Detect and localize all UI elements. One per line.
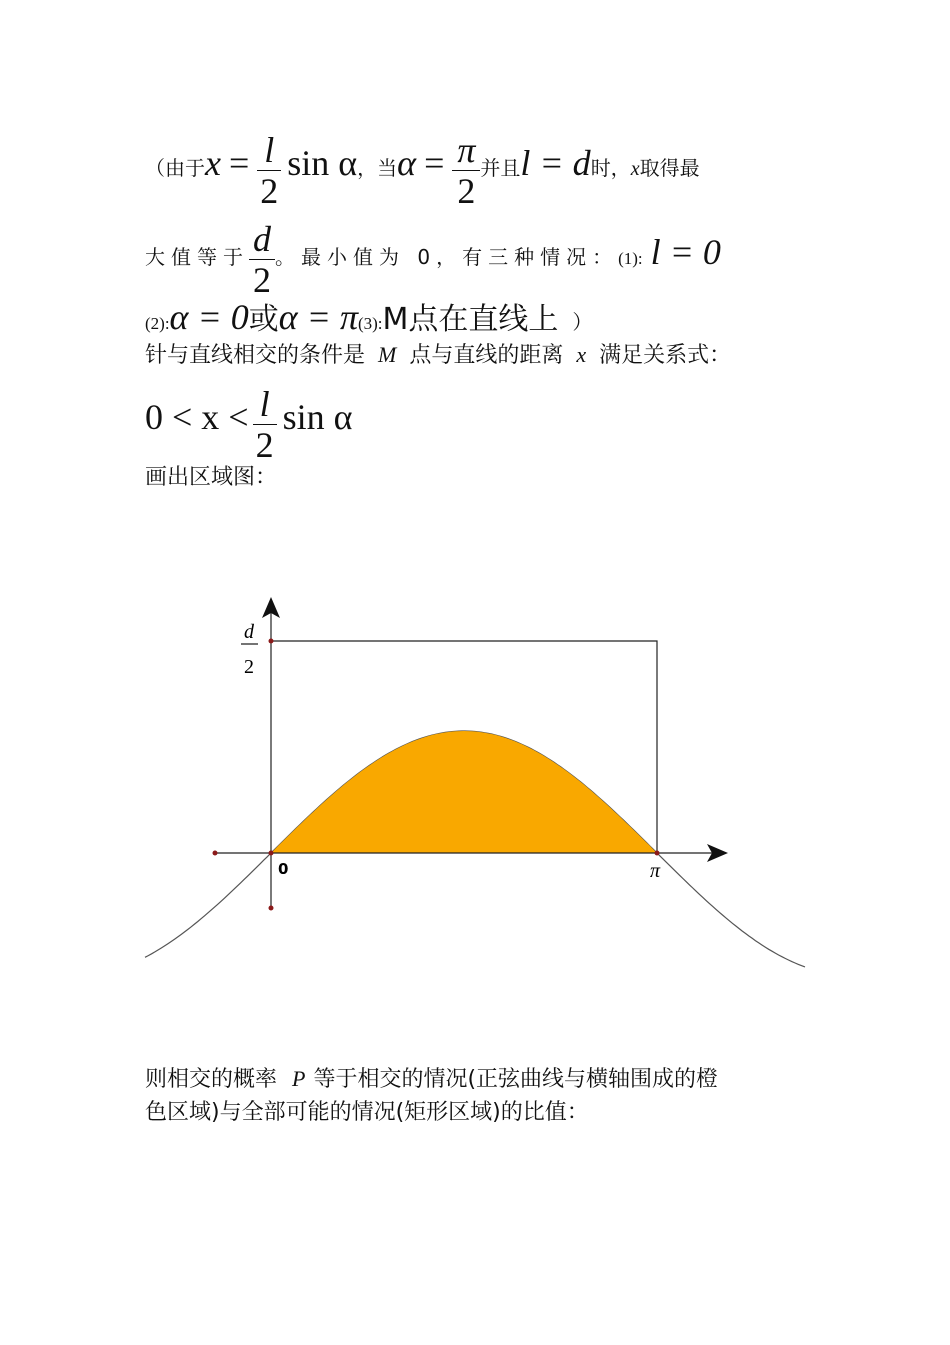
fraction-denominator-2: 2 (255, 425, 274, 465)
math-sin-alpha: sin α (287, 143, 358, 183)
text-condition-c: 满足关系式： (599, 343, 732, 368)
text-when: ，当 (357, 156, 398, 180)
orange-region (271, 731, 657, 853)
fraction-numerator: l (264, 130, 275, 170)
text-m-on-line: M点在直线上 (382, 302, 559, 337)
math-x-small: x (630, 158, 640, 180)
math-alpha-eq-0: α = 0 (169, 297, 249, 337)
fraction-pi-over-2 (452, 132, 480, 209)
text-prob-a: 则相交的概率 (145, 1067, 278, 1092)
label-case-1: (1): (618, 249, 643, 268)
point-origin (269, 851, 274, 856)
y-label-denominator: 2 (244, 656, 254, 678)
condition-sentence (145, 338, 731, 372)
text-and: 并且 (480, 156, 521, 180)
math-alpha: α (397, 143, 417, 183)
point-pi (655, 851, 660, 856)
math-P: P (292, 1066, 306, 1091)
text-time: 时， (590, 156, 631, 180)
math-l-eq-0: l = 0 (650, 232, 721, 272)
math-x: x (205, 143, 221, 183)
math-sin-alpha-ineq: sin α (282, 397, 353, 437)
formula-line-1 (145, 118, 700, 211)
fraction-denominator-2: 2 (253, 260, 271, 300)
label-case-3: (3): (357, 314, 383, 333)
text-condition-a: 针与直线相交的条件是 (145, 343, 366, 368)
text-max-value: 大值等于 (145, 245, 249, 269)
math-M: M (378, 342, 397, 367)
math-eq: = (228, 143, 250, 183)
fraction-numerator-d: d (253, 219, 271, 259)
fraction-denominator: 2 (260, 171, 279, 211)
probability-sentence-2: 色区域)与全部可能的情况(矩形区域)的比值： (145, 1100, 589, 1125)
y-label-numerator: d (244, 621, 254, 643)
probability-sentence-1 (145, 1062, 718, 1097)
math-x-distance: x (576, 342, 587, 367)
text-prob-b: 等于相交的情况(正弦曲线与横轴围成的橙 (313, 1067, 719, 1092)
formula-line-3 (145, 294, 592, 340)
draw-region-label: 画出区域图： (145, 465, 278, 490)
math-eq-2: = (424, 143, 445, 183)
point-x-left (213, 851, 218, 856)
text-condition-b: 点与直线的距离 (409, 343, 564, 368)
point-y-bottom (269, 906, 274, 911)
inequality (145, 372, 353, 465)
label-case-2: (2): (145, 314, 170, 333)
fraction-numerator-l: l (259, 384, 270, 424)
text-or: 或 (248, 302, 279, 337)
text-takes-max: 取得最 (639, 156, 700, 180)
origin-label: 0 (278, 860, 289, 878)
text-min-value: 。最小值为 0，有三种情况： (275, 245, 619, 269)
region-figure (0, 580, 950, 980)
text-close-paren: ） (572, 310, 593, 334)
pi-label: π (650, 860, 661, 882)
fraction-d-over-2 (249, 221, 275, 298)
text-open-paren: （由于 (145, 156, 205, 180)
fraction-l-over-2 (257, 132, 281, 209)
fraction-denominator-2: 2 (457, 171, 476, 211)
math-alpha-eq-pi: α = π (278, 297, 358, 337)
fraction-numerator-pi: π (457, 130, 476, 170)
math-inequality-left: 0 < x < (145, 397, 249, 437)
formula-line-2 (145, 210, 721, 300)
fraction-l-over-2-ineq (253, 386, 277, 463)
point-y-top (269, 639, 274, 644)
math-l-eq-d: l = d (520, 143, 591, 183)
